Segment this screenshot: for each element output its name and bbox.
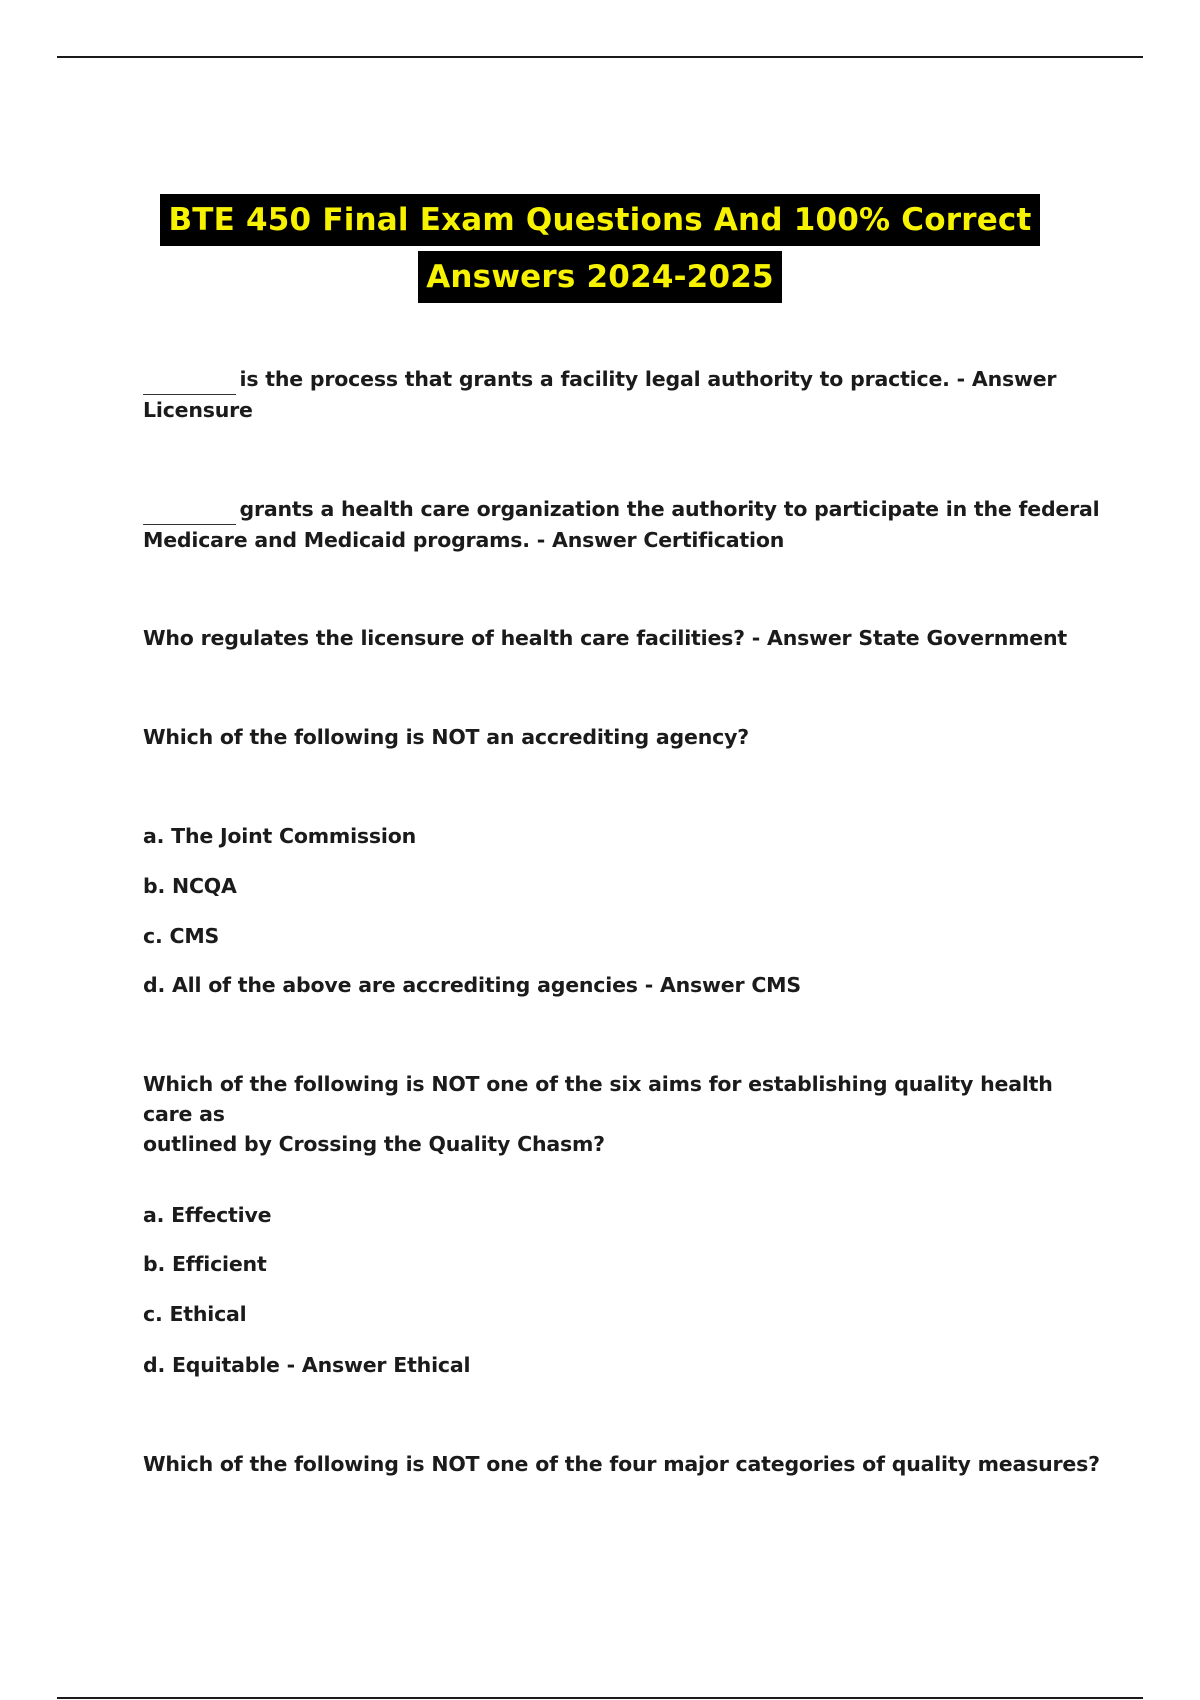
question-5-option-b: b. Efficient xyxy=(143,1252,267,1276)
question-4-option-c: c. CMS xyxy=(143,924,220,948)
question-2-answer: Medicare and Medicaid programs. - Answer Certification xyxy=(143,528,785,552)
question-4-option-b: b. NCQA xyxy=(143,874,237,898)
top-rule xyxy=(57,56,1143,58)
question-1-text: is the process that grants a facility legal authority to practice. - Answer xyxy=(239,367,1057,391)
question-2 xyxy=(143,494,1103,555)
question-1 xyxy=(143,364,1103,425)
question-5-option-d: d. Equitable - Answer Ethical xyxy=(143,1353,471,1377)
bottom-rule xyxy=(57,1697,1143,1699)
document-title xyxy=(0,194,1200,308)
fill-blank xyxy=(143,494,236,525)
question-1-answer: Licensure xyxy=(143,398,253,422)
question-4-option-a: a. The Joint Commission xyxy=(143,824,417,848)
question-4-option-d: d. All of the above are accrediting agencies - Answer CMS xyxy=(143,973,801,997)
fill-blank xyxy=(143,364,236,395)
question-5-option-c: c. Ethical xyxy=(143,1302,247,1326)
question-5 xyxy=(143,1069,1103,1159)
title-line-1: BTE 450 Final Exam Questions And 100% Correct xyxy=(160,194,1039,246)
question-5-option-a: a. Effective xyxy=(143,1203,272,1227)
question-5-line-2: outlined by Crossing the Quality Chasm? xyxy=(143,1132,605,1156)
question-5-line-1: Which of the following is NOT one of the six aims for establishing quality health care as xyxy=(143,1072,1053,1126)
title-line-2: Answers 2024-2025 xyxy=(418,251,782,303)
question-6: Which of the following is NOT one of the four major categories of quality measures? xyxy=(143,1452,1100,1476)
question-3: Who regulates the licensure of health care facilities? - Answer State Government xyxy=(143,626,1067,650)
question-4: Which of the following is NOT an accrediting agency? xyxy=(143,725,749,749)
question-2-text: grants a health care organization the authority to participate in the federal xyxy=(239,497,1100,521)
